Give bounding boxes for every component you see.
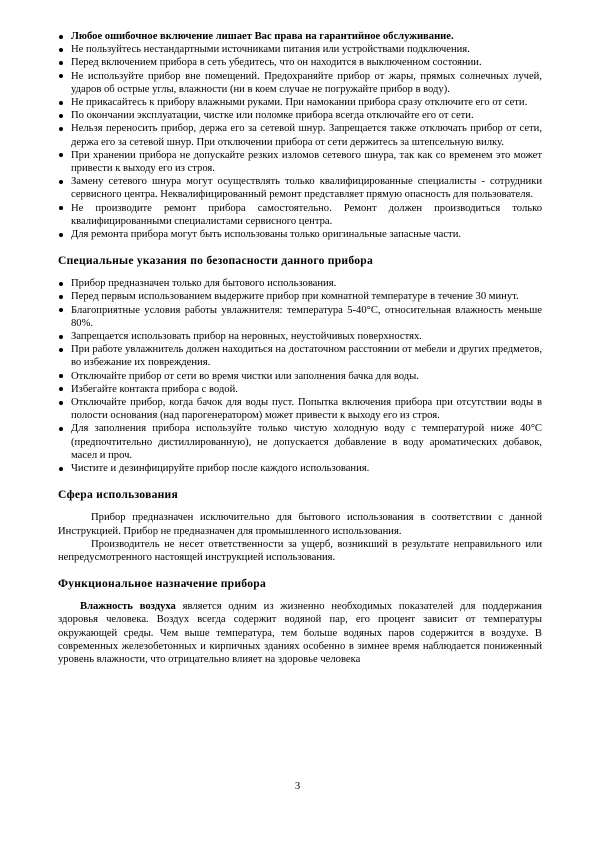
list-item: Перед включением прибора в сеть убедитесь, что он находится в выключенном состоянии. xyxy=(58,56,542,69)
list-item: Не пользуйтесь нестандартными источниками питания или устройствами подключения. xyxy=(58,43,542,56)
list-item: Нельзя переносить прибор, держа его за сетевой шнур. Запрещается также отключать прибор от сети, держа его за сетевой шнур. При отключении прибора от сети держитесь за штепсельную вилку. xyxy=(58,122,542,148)
purpose-heading: Функциональное назначение прибора xyxy=(58,577,266,591)
manual-page xyxy=(58,30,542,666)
page-number: 3 xyxy=(294,781,301,792)
list-item: Не прикасайтесь к прибору влажными руками. При намокании прибора сразу отключите его от сети. xyxy=(58,96,542,109)
purpose-text: является одним из жизненно необходимых показателей для поддержания здоровья человека. Воздух всегда содержит водяной пар, его процент зависит от температуры окружающей среды. Чем выше температура, тем больше водяных паров содержится в воздухе. В современных железобетонных и кирпичных зданиях особенно в зимнее время наблюдается пониженный уровень влажности, что отрицательно влияет на здоровье человека xyxy=(58,601,542,665)
list-item: Отключайте прибор, когда бачок для воды пуст. Попытка включения прибора при отсутствии воды в полости основания (над парогенератором) может привести к выходу его из строя. xyxy=(58,396,542,422)
list-item: Чистите и дезинфицируйте прибор после каждого использования. xyxy=(58,462,542,475)
list-item: Любое ошибочное включение лишает Вас права на гарантийное обслуживание. xyxy=(58,30,542,43)
purpose-paragraph xyxy=(58,600,542,666)
list-item: Не используйте прибор вне помещений. Предохраняйте прибор от жары, прямых солнечных лучей, ударов об острые углы, влажности (ни в коем случае не погружайте прибор в воду). xyxy=(58,70,542,96)
list-item: Запрещается использовать прибор на неровных, неустойчивых поверхностях. xyxy=(58,330,542,343)
list-item: Замену сетевого шнура могут осуществлять только квалифицированные специалисты - сотрудники сервисного центра. Неквалифицированный ремонт представляет прямую опасность для пользователя. xyxy=(58,175,542,201)
general-warnings-list xyxy=(58,30,542,241)
list-item: При работе увлажнитель должен находиться на достаточном расстоянии от мебели и других предметов, во избежание их повреждения. xyxy=(58,343,542,369)
list-item: Для заполнения прибора используйте только чистую холодную воду с температурой ниже 40°С (предпочтительно дистиллированную), не допускается добавление в воду ароматических добавок, масел и проч. xyxy=(58,422,542,462)
scope-paragraph: Производитель не несет ответственности за ущерб, возникший в результате неправильного или непредусмотренного настоящей инструкцией использования. xyxy=(58,538,542,563)
list-item: Перед первым использованием выдержите прибор при комнатной температуре в течение 30 минут. xyxy=(58,290,542,303)
list-item: Не производите ремонт прибора самостоятельно. Ремонт должен производиться только квалифицированными специалистами сервисного центра. xyxy=(58,202,542,228)
special-safety-heading: Специальные указания по безопасности данного прибора xyxy=(58,254,374,268)
list-item: Для ремонта прибора могут быть использованы только оригинальные запасные части. xyxy=(58,228,542,241)
list-item: Прибор предназначен только для бытового использования. xyxy=(58,277,542,290)
list-item: Избегайте контакта прибора с водой. xyxy=(58,383,542,396)
list-item: При хранении прибора не допускайте резких изломов сетевого шнура, так как со временем это может привести к выходу его из строя. xyxy=(58,149,542,175)
list-item: Отключайте прибор от сети во время чистки или заполнения бачка для воды. xyxy=(58,370,542,383)
purpose-lead-term: Влажность воздуха xyxy=(80,601,176,613)
special-safety-list xyxy=(58,277,542,475)
list-item: Благоприятные условия работы увлажнителя: температура 5-40°С, относительная влажность меньше 80%. xyxy=(58,304,542,330)
scope-heading: Сфера использования xyxy=(58,488,179,502)
list-item: По окончании эксплуатации, чистке или поломке прибора всегда отключайте его от сети. xyxy=(58,109,542,122)
scope-paragraph: Прибор предназначен исключительно для бытового использования в соответствии с данной Инструкцией. Прибор не предназначен для промышленного использования. xyxy=(58,512,542,537)
